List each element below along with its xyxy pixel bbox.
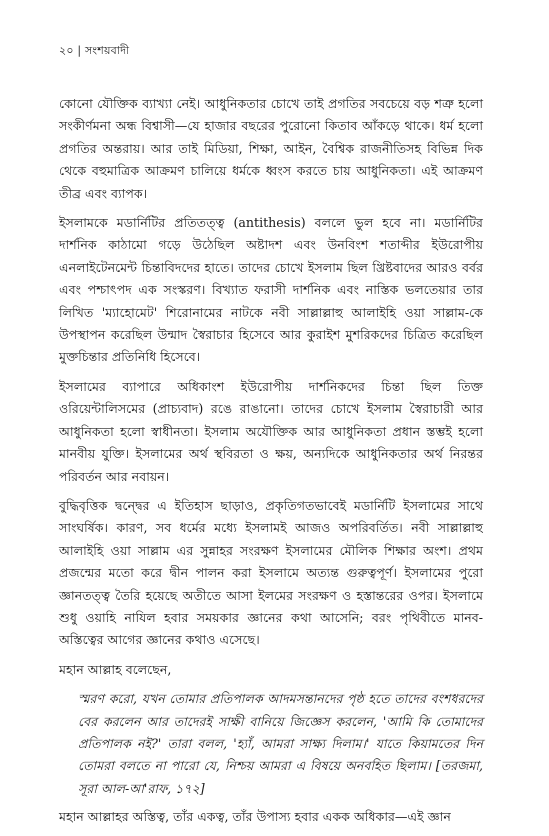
paragraph-antithesis: ইসলামকে মডার্নিটির প্রতিতত্ত্ব (antithesis) বললে ভুল হবে না। মডার্নিটির দার্শনিক কাঠামো গড়ে উঠেছিল অষ্টাদশ এবং উনবিংশ শতাব্দীর ইউরোপীয় এনলাইটেনমেন্ট চিন্তাবিদদের হাতে। তাদের চোখে ইসলাম ছিল খ্রিষ্টবাদের আরও বর্বর এবং পশ্চাৎপদ এক সংস্করণ। বিখ্যাত ফরাসী দার্শনিক এবং নাস্তিক ভলতেয়ার তার লিখিত 'ম্যাহোমেট' শিরোনামের নাটকে নবী সাল্লাল্লাহু আলাইহি ওয়া সাল্লাম-কে উপস্থাপন করেছিল উন্মাদ স্বৈরাচার হিসেবে আর কুরাইশ মুশরিকদের চিত্রিত করেছিল মুক্তচিন্তার প্রতিনিধি হিসেবে। bbox=[59, 215, 483, 365]
paragraph-final: মহান আল্লাহর অস্তিত্ব, তাঁর একত্ব, তাঁর উপাস্য হবার একক অধিকার—এই জ্ঞান bbox=[59, 809, 451, 825]
paragraph-allah-said: মহান আল্লাহ বলেছেন, bbox=[59, 661, 172, 677]
quran-quote: স্মরণ করো, যখন তোমার প্রতিপালক আদমসন্তানদের পৃষ্ঠ হতে তাদের বংশধরদের বের করলেন আর তাদেরই সাক্ষী বানিয়ে জিজ্ঞেস করলেন, 'আমি কি তোমাদের প্রতিপালক নই?' তারা বলল, 'হ্যাঁ, আমরা সাক্ষ্য দিলাম।' যাতে কিয়ামতের দিন তোমরা বলতে না পারো যে, নিশ্চয় আমরা এ বিষয়ে অনবহিত ছিলাম। [তরজমা, সূরা আল-আ'রাফ, ১৭২] bbox=[78, 691, 483, 796]
paragraph-modernity-attack: কোনো যৌক্তিক ব্যাখ্যা নেই। আধুনিকতার চোখে তাই প্রগতির সবচেয়ে বড় শত্রু হলো সংকীর্ণমনা অন্ধ বিশ্বাসী—যে হাজার বছরের পুরোনো কিতাব আঁকড়ে থাকে। ধর্ম হলো প্রগতির অন্তরায়। আর তাই মিডিয়া, শিক্ষা, আইন, বৈশ্বিক রাজনীতিসহ বিভিন্ন দিক থেকে বহুমাত্রিক আক্রমণ চালিয়ে ধর্মকে ধ্বংস করতে চায় আধুনিকতা। এই আক্রমণ তীব্র এবং ব্যাপক। bbox=[59, 96, 483, 201]
paragraph-intellectual-conflict: বুদ্ধিবৃত্তিক দ্বন্দ্বের এ ইতিহাস ছাড়াও, প্রকৃতিগতভাবেই মডার্নিটি ইসলামের সাথে সাংঘর্ষিক। কারণ, সব ধর্মের মধ্যে ইসলামই আজও অপরিবর্তিত। নবী সাল্লাল্লাহু আলাইহি ওয়া সাল্লাম এর সুন্নাহর সংরক্ষণ ইসলামের মৌলিক শিক্ষার অংশ। প্রথম প্রজন্মের মতো করে দ্বীন পালন করা ইসলামে অত্যন্ত গুরুত্বপূর্ণ। ইসলামের পুরো জ্ঞানতত্ত্ব তৈরি হয়েছে অতীতে আসা ইলমের সংরক্ষণ ও হস্তান্তরের ওপর। ইসলামে শুধু ওয়াহি নাযিল হবার সময়কার জ্ঞানের কথা আসেনি; বরং পৃথিবীতে মানব-অস্তিত্বের আগের জ্ঞানের কথাও এসেছে। bbox=[59, 497, 483, 648]
header-separator: | bbox=[77, 44, 82, 57]
page-body bbox=[59, 93, 483, 836]
running-header bbox=[59, 42, 129, 61]
page-number: ২০ bbox=[59, 44, 74, 57]
paragraph-orientalism: ইসলামের ব্যাপারে অধিকাংশ ইউরোপীয় দার্শনিকদের চিন্তা ছিল তিক্ত ওরিয়েন্টালিসমের (প্রাচ্যবাদ) রঙে রাঙানো। তাদের চোখে ইসলাম স্বৈরাচারী আর আধুনিকতা হলো স্বাধীনতা। ইসলাম অযৌক্তিক আর আধুনিকতা প্রধান স্তম্ভই হলো মানবীয় যুক্তি। ইসলামের অর্থ স্থবিরতা ও ক্ষয়, অন্যদিকে আধুনিকতার অর্থ নিরন্তর পরিবর্তন আর নবায়ন। bbox=[59, 378, 483, 484]
book-title: সংশয়বাদী bbox=[85, 44, 130, 57]
